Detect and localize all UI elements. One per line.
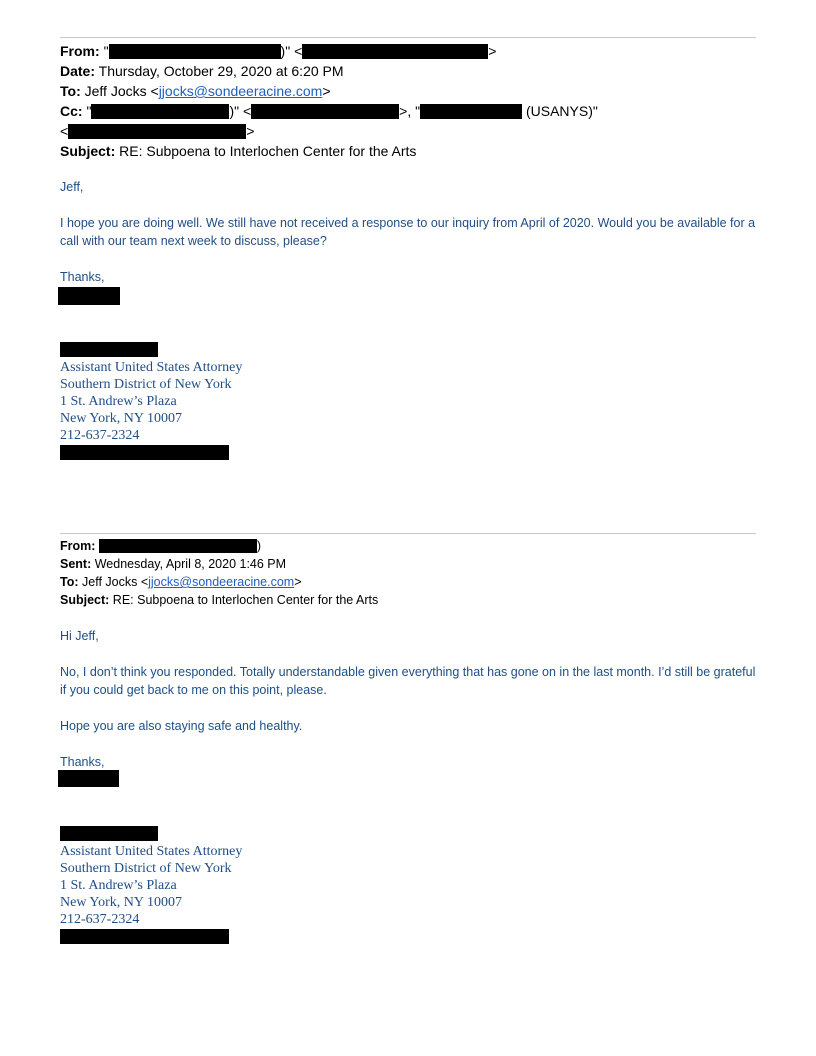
- to-line: To: Jeff Jocks <jjocks@sondeeracine.com>: [60, 83, 331, 99]
- email-link[interactable]: jjocks@sondeeracine.com: [158, 83, 323, 99]
- greeting: Hi Jeff,: [60, 629, 99, 643]
- redacted-email: [60, 929, 229, 944]
- closing: Thanks,: [60, 270, 105, 284]
- closing: Thanks,: [60, 755, 105, 769]
- redaction-box: [420, 104, 522, 119]
- to-line: To: Jeff Jocks <jjocks@sondeeracine.com>: [60, 575, 302, 589]
- redaction-box: [109, 44, 281, 59]
- signature-phone: 212-637-2324: [60, 428, 140, 443]
- message-body: I hope you are doing well. We still have not received a response to our inquiry from April of 2020. Would you be available for a call with our team next week to discuss, please?: [60, 216, 756, 248]
- signature-office: Southern District of New York: [60, 377, 232, 392]
- sent-line: Sent: Wednesday, April 8, 2020 1:46 PM: [60, 557, 287, 571]
- greeting: Jeff,: [60, 180, 84, 194]
- signature-phone: 212-637-2324: [60, 912, 140, 927]
- redaction-box: [91, 104, 229, 119]
- from-line: From: " )" < >: [60, 43, 497, 59]
- signature-city: New York, NY 10007: [60, 411, 182, 426]
- signature-title: Assistant United States Attorney: [60, 844, 243, 859]
- header-divider: [60, 37, 756, 38]
- subject-line: Subject: RE: Subpoena to Interlochen Center for the Arts: [60, 143, 417, 159]
- signature-city: New York, NY 10007: [60, 895, 182, 910]
- redacted-sender-name: [60, 826, 158, 841]
- signature-title: Assistant United States Attorney: [60, 360, 243, 375]
- from-line: From: ): [60, 539, 262, 553]
- signature-office: Southern District of New York: [60, 861, 232, 876]
- cc-line-continued: < >: [60, 123, 255, 139]
- header-divider: [60, 533, 756, 534]
- cc-line: Cc: " )" < >, " (USANYS)": [60, 103, 598, 119]
- message-body-2: Hope you are also staying safe and healthy.: [60, 719, 303, 733]
- signature-address: 1 St. Andrew’s Plaza: [60, 878, 177, 893]
- redaction-box: [68, 124, 246, 139]
- redaction-box: [99, 539, 257, 553]
- redacted-signature-name: [58, 287, 120, 305]
- email-link[interactable]: jjocks@sondeeracine.com: [148, 575, 295, 589]
- redaction-box: [302, 44, 488, 59]
- date-line: Date: Thursday, October 29, 2020 at 6:20 PM: [60, 63, 344, 79]
- message-body: No, I don’t think you responded. Totally understandable given everything that has gone on in the last month. I’d still be grateful if you could get back to me on this point, please.: [60, 665, 756, 697]
- signature-address: 1 St. Andrew’s Plaza: [60, 394, 177, 409]
- redacted-sender-name: [60, 342, 158, 357]
- redacted-email: [60, 445, 229, 460]
- redacted-signature-name: [58, 770, 119, 787]
- subject-line: Subject: RE: Subpoena to Interlochen Center for the Arts: [60, 593, 379, 607]
- redaction-box: [251, 104, 399, 119]
